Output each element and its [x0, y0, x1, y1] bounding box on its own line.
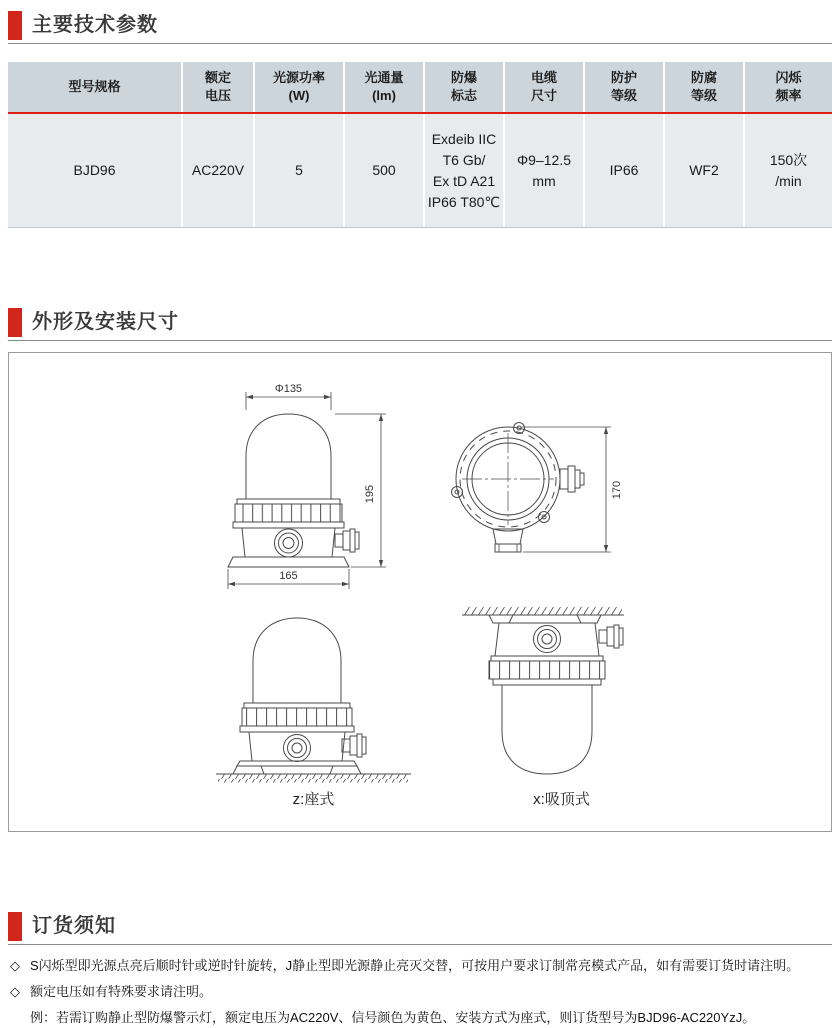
note-line	[10, 1008, 834, 1027]
cell-power: 5	[255, 114, 345, 227]
dimension-drawings-box	[8, 352, 832, 832]
note-line	[10, 956, 834, 975]
dim-label-topview-height: 170	[611, 480, 623, 500]
note-text: 额定电压如有特殊要求请注明。	[30, 984, 213, 999]
note-bullet: ◇	[10, 958, 20, 973]
cell-voltage: AC220V	[183, 114, 255, 227]
col-header-anticorrosion: 防腐 等级	[665, 62, 745, 112]
note-text: S闪烁型即光源点亮后顺时针或逆时针旋转，J静止型即光源静止亮灭交替，可按用户要求订制常亮模式产品，如有需要订货时请注明。	[30, 958, 800, 973]
section-header-tech-params	[8, 10, 832, 44]
table-row	[8, 114, 832, 228]
ordering-notes	[10, 956, 834, 1028]
caption-ceiling-mount: x:吸顶式	[533, 791, 590, 808]
front-view-drawing	[223, 381, 398, 596]
col-header-cable: 电缆 尺寸	[505, 62, 585, 112]
section-header-ordering	[8, 911, 832, 945]
section-accent-bar	[8, 308, 22, 337]
note-bullet	[10, 1008, 30, 1027]
note-bullet: ◇	[10, 984, 20, 999]
dim-label-height: 195	[364, 484, 376, 504]
col-header-exmark: 防爆 标志	[425, 62, 505, 112]
col-header-voltage: 额定 电压	[183, 62, 255, 112]
dim-label-diameter: Φ135	[274, 383, 303, 395]
note-text: 例：若需订购静止型防爆警示灯，额定电压为AC220V、信号颜色为黄色、安装方式为座式，则订货型号为BJD96-AC220YzJ。	[30, 1010, 756, 1025]
cell-cable: Φ9–12.5 mm	[505, 114, 585, 227]
cell-flash: 150次 /min	[769, 151, 808, 189]
seat-mount-drawing	[206, 603, 421, 788]
ceiling-mount-drawing	[449, 599, 674, 784]
cell-ip: IP66	[585, 114, 665, 227]
note-line	[10, 982, 834, 1001]
cell-anticorrosion: WF2	[665, 114, 745, 227]
cell-flux: 500	[345, 114, 425, 227]
section-accent-bar	[8, 11, 22, 40]
top-view-drawing	[441, 399, 641, 564]
caption-seat-mount: z:座式	[292, 791, 335, 808]
cell-exmark: Exdeib IIC T6 Gb/ Ex tD A21 IP66 T80℃	[425, 114, 505, 227]
col-header-model: 型号规格	[8, 62, 183, 112]
col-header-flux: 光通量 (lm)	[345, 62, 425, 112]
section-accent-bar	[8, 912, 22, 941]
dim-label-width: 165	[279, 570, 298, 582]
section-title: 外形及安装尺寸	[32, 311, 179, 333]
col-header-power: 光源功率 (W)	[255, 62, 345, 112]
table-header-row	[8, 62, 832, 112]
cell-model: BJD96	[8, 114, 183, 227]
col-header-ip: 防护 等级	[585, 62, 665, 112]
section-title: 订货须知	[32, 915, 116, 937]
section-header-dimensions	[8, 307, 832, 341]
tech-params-table	[8, 62, 832, 228]
section-title: 主要技术参数	[32, 14, 158, 36]
col-header-flash: 闪烁 频率	[775, 70, 802, 103]
